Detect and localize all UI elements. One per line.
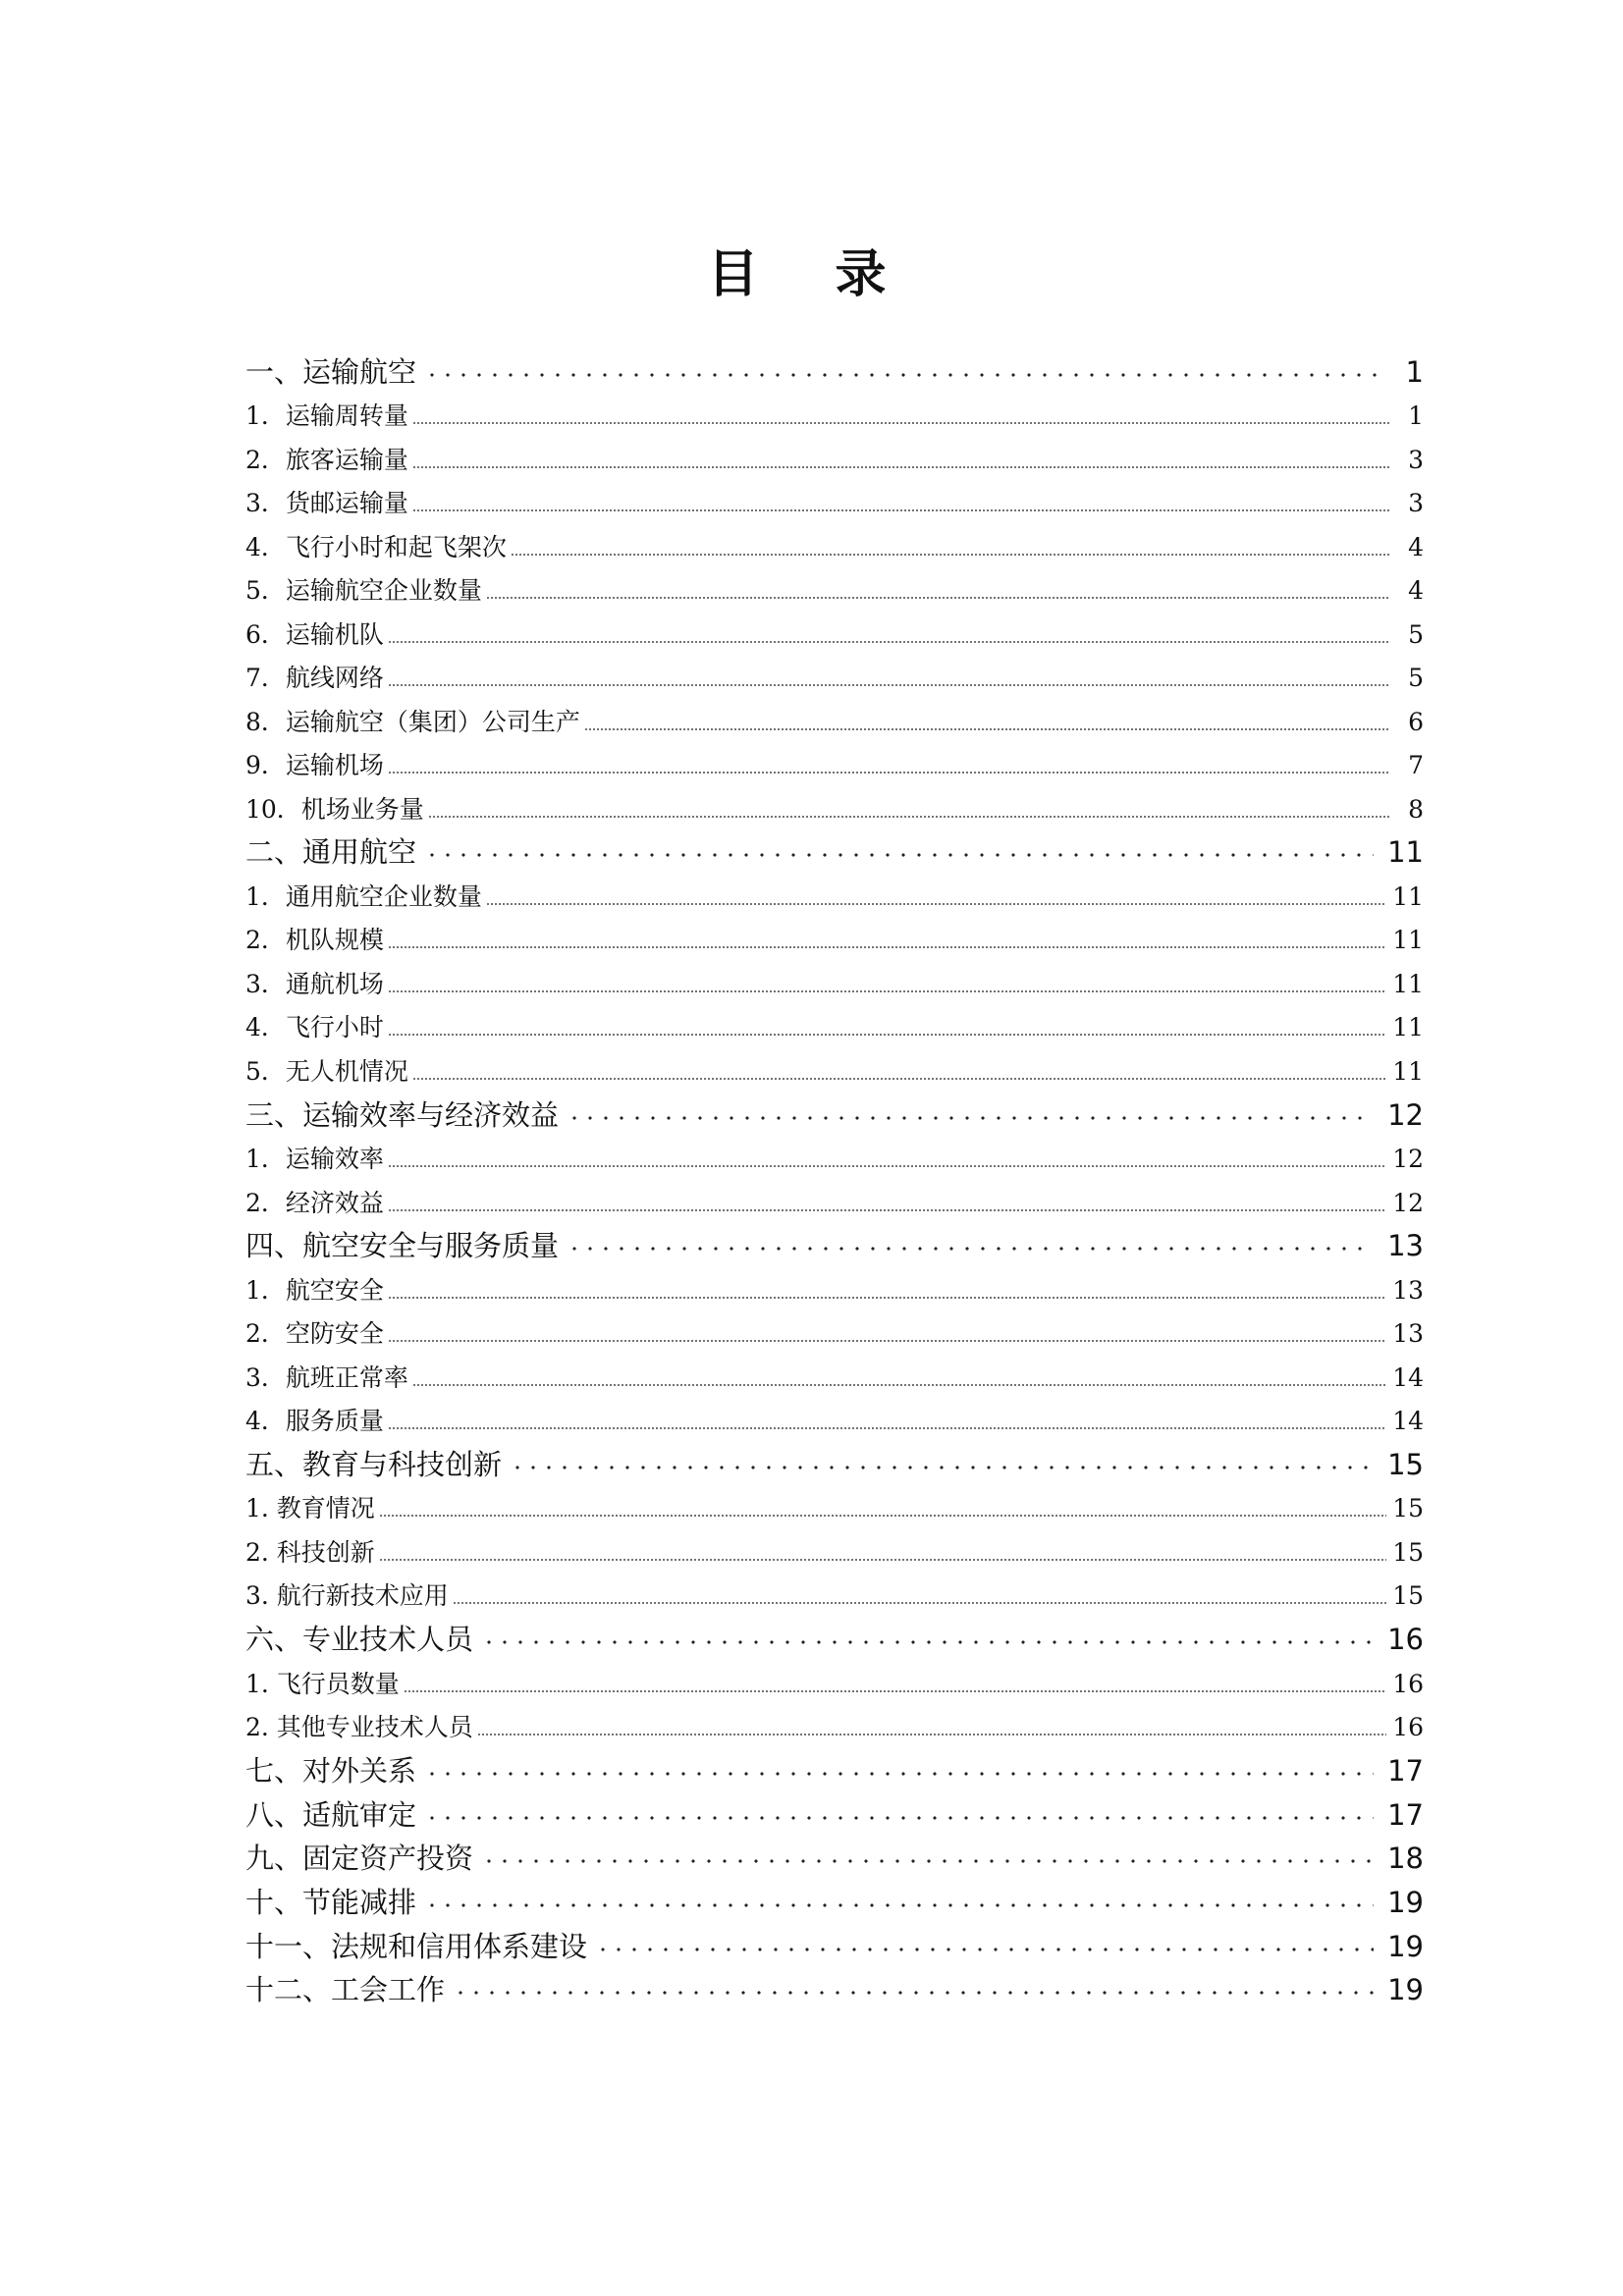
toc-entry-title: 4．飞行小时 bbox=[245, 1013, 384, 1042]
toc-entry-title: 2. 其他专业技术人员 bbox=[245, 1713, 473, 1742]
toc-entry-title: 6．运输机队 bbox=[245, 619, 384, 649]
toc-dot-leader bbox=[388, 684, 1390, 686]
toc-section-entry[interactable] bbox=[245, 1924, 1424, 1968]
toc-page-number: 11 bbox=[1392, 926, 1424, 955]
toc-dot-leader bbox=[412, 509, 1390, 511]
toc-page-number: 14 bbox=[1392, 1407, 1424, 1436]
toc-subsection-entry[interactable] bbox=[245, 1705, 1424, 1749]
page-title: 目 录 bbox=[707, 244, 916, 304]
toc-page-number: 11 bbox=[1392, 1013, 1424, 1042]
toc-page-number: 17 bbox=[1387, 1797, 1424, 1832]
toc-dot-leader bbox=[584, 728, 1390, 730]
toc-entry-title: 10．机场业务量 bbox=[245, 794, 424, 824]
toc-entry-title: 1．运输效率 bbox=[245, 1145, 384, 1174]
toc-dot-leader bbox=[510, 1466, 1374, 1472]
toc-entry-title: 三、运输效率与经济效益 bbox=[245, 1097, 560, 1132]
toc-section-entry[interactable] bbox=[245, 1880, 1424, 1924]
toc-section-entry[interactable] bbox=[245, 1093, 1424, 1137]
toc-dot-leader bbox=[424, 1772, 1374, 1779]
toc-page-number: 1 bbox=[1405, 354, 1424, 389]
toc-entry-title: 九、固定资产投资 bbox=[245, 1842, 474, 1876]
toc-subsection-entry[interactable] bbox=[245, 656, 1424, 700]
toc-dot-leader bbox=[412, 466, 1390, 468]
toc-page-number: 13 bbox=[1387, 1229, 1424, 1263]
toc-dot-leader bbox=[388, 1165, 1386, 1167]
toc-dot-leader bbox=[412, 422, 1390, 424]
toc-entry-title: 十二、工会工作 bbox=[245, 1973, 446, 2007]
toc-dot-leader bbox=[388, 641, 1390, 643]
toc-page-number: 3 bbox=[1408, 489, 1424, 518]
toc-page-number: 12 bbox=[1387, 1097, 1424, 1132]
toc-subsection-entry[interactable] bbox=[245, 1486, 1424, 1530]
toc-subsection-entry[interactable] bbox=[245, 524, 1424, 568]
toc-subsection-entry[interactable] bbox=[245, 786, 1424, 830]
toc-page-number: 15 bbox=[1392, 1494, 1424, 1523]
toc-subsection-entry[interactable] bbox=[245, 1005, 1424, 1049]
toc-dot-leader bbox=[453, 1602, 1386, 1604]
toc-entry-title: 八、适航审定 bbox=[245, 1797, 417, 1832]
toc-section-entry[interactable] bbox=[245, 1968, 1424, 2012]
toc-entry-title: 2．机队规模 bbox=[245, 926, 384, 955]
toc-page-number: 12 bbox=[1392, 1145, 1424, 1174]
toc-page-number: 19 bbox=[1387, 1973, 1424, 2007]
toc-page-number: 12 bbox=[1392, 1188, 1424, 1217]
toc-dot-leader bbox=[486, 597, 1390, 599]
toc-entry-title: 2．旅客运输量 bbox=[245, 445, 408, 474]
toc-section-entry[interactable] bbox=[245, 1748, 1424, 1792]
toc-dot-leader bbox=[481, 1640, 1374, 1647]
toc-section-entry[interactable] bbox=[245, 830, 1424, 875]
toc-dot-leader bbox=[424, 1903, 1374, 1910]
toc-dot-leader bbox=[379, 1515, 1386, 1517]
toc-page-number: 8 bbox=[1408, 794, 1424, 824]
toc-page-number: 16 bbox=[1392, 1669, 1424, 1698]
toc-page-number: 15 bbox=[1387, 1447, 1424, 1481]
toc-entry-title: 一、运输航空 bbox=[245, 354, 417, 389]
toc-dot-leader bbox=[388, 1034, 1386, 1036]
toc-entry-title: 七、对外关系 bbox=[245, 1753, 417, 1788]
toc-page-number: 6 bbox=[1408, 707, 1424, 736]
toc-dot-leader bbox=[424, 1816, 1374, 1823]
toc-page-number: 17 bbox=[1387, 1753, 1424, 1788]
toc-dot-leader bbox=[486, 903, 1386, 905]
toc-dot-leader bbox=[567, 1247, 1374, 1254]
toc-entry-title: 二、通用航空 bbox=[245, 835, 417, 870]
toc-page-number: 11 bbox=[1392, 881, 1424, 911]
toc-subsection-entry[interactable] bbox=[245, 437, 1424, 481]
toc-entry-title: 1. 教育情况 bbox=[245, 1494, 375, 1523]
toc-subsection-entry[interactable] bbox=[245, 961, 1424, 1005]
toc-entry-title: 四、航空安全与服务质量 bbox=[245, 1229, 560, 1263]
toc-page-number: 4 bbox=[1408, 576, 1424, 606]
toc-page-number: 13 bbox=[1392, 1275, 1424, 1305]
table-of-contents bbox=[245, 349, 1424, 2011]
toc-entry-title: 五、教育与科技创新 bbox=[245, 1447, 503, 1481]
toc-section-entry[interactable] bbox=[245, 1617, 1424, 1661]
toc-section-entry[interactable] bbox=[245, 1837, 1424, 1881]
toc-page-number: 11 bbox=[1387, 835, 1424, 870]
toc-subsection-entry[interactable] bbox=[245, 1048, 1424, 1093]
toc-dot-leader bbox=[388, 990, 1386, 992]
toc-subsection-entry[interactable] bbox=[245, 743, 1424, 787]
toc-dot-leader bbox=[388, 1340, 1386, 1342]
toc-dot-leader bbox=[595, 1948, 1374, 1954]
toc-dot-leader bbox=[453, 1991, 1374, 1998]
toc-entry-title: 8．运输航空（集团）公司生产 bbox=[245, 707, 580, 736]
toc-entry-title: 十、节能减排 bbox=[245, 1885, 417, 1919]
toc-page-number: 11 bbox=[1392, 1056, 1424, 1086]
toc-subsection-entry[interactable] bbox=[245, 918, 1424, 962]
toc-entry-title: 1. 飞行员数量 bbox=[245, 1669, 400, 1698]
toc-page-number: 4 bbox=[1408, 532, 1424, 561]
toc-dot-leader bbox=[477, 1734, 1386, 1735]
toc-page-number: 15 bbox=[1392, 1537, 1424, 1567]
toc-page-number: 14 bbox=[1392, 1362, 1424, 1392]
toc-page-number: 15 bbox=[1392, 1581, 1424, 1611]
toc-dot-leader bbox=[404, 1690, 1386, 1692]
toc-entry-title: 1．运输周转量 bbox=[245, 401, 408, 431]
toc-page-number: 3 bbox=[1408, 445, 1424, 474]
toc-entry-title: 2．经济效益 bbox=[245, 1188, 384, 1217]
toc-subsection-entry[interactable] bbox=[245, 1137, 1424, 1181]
toc-subsection-entry[interactable] bbox=[245, 1529, 1424, 1574]
toc-dot-leader bbox=[424, 373, 1382, 380]
toc-dot-leader bbox=[567, 1116, 1374, 1123]
toc-dot-leader bbox=[388, 772, 1390, 774]
toc-subsection-entry[interactable] bbox=[245, 1574, 1424, 1618]
toc-subsection-entry[interactable] bbox=[245, 568, 1424, 613]
toc-page-number: 13 bbox=[1392, 1319, 1424, 1349]
toc-dot-leader bbox=[388, 946, 1386, 948]
toc-entry-title: 1．通用航空企业数量 bbox=[245, 881, 482, 911]
toc-page-number: 1 bbox=[1408, 401, 1424, 431]
toc-page-number: 19 bbox=[1387, 1885, 1424, 1919]
toc-dot-leader bbox=[388, 1297, 1386, 1299]
toc-subsection-entry[interactable] bbox=[245, 394, 1424, 438]
toc-entry-title: 3. 航行新技术应用 bbox=[245, 1581, 449, 1611]
toc-entry-title: 4．飞行小时和起飞架次 bbox=[245, 532, 507, 561]
toc-dot-leader bbox=[481, 1859, 1374, 1866]
toc-page-number: 7 bbox=[1408, 751, 1424, 780]
toc-subsection-entry[interactable] bbox=[245, 699, 1424, 743]
toc-page-number: 16 bbox=[1387, 1623, 1424, 1657]
toc-subsection-entry[interactable] bbox=[245, 1399, 1424, 1443]
toc-dot-leader bbox=[388, 1209, 1386, 1211]
toc-section-entry[interactable] bbox=[245, 1792, 1424, 1837]
toc-entry-title: 5．运输航空企业数量 bbox=[245, 576, 482, 606]
toc-dot-leader bbox=[428, 816, 1390, 818]
toc-dot-leader bbox=[388, 1427, 1386, 1429]
toc-dot-leader bbox=[424, 853, 1374, 860]
toc-section-entry[interactable] bbox=[245, 1442, 1424, 1486]
toc-dot-leader bbox=[511, 554, 1390, 556]
toc-entry-title: 2．空防安全 bbox=[245, 1319, 384, 1349]
toc-entry-title: 4．服务质量 bbox=[245, 1407, 384, 1436]
toc-page-number: 5 bbox=[1408, 664, 1424, 693]
toc-entry-title: 3．通航机场 bbox=[245, 969, 384, 998]
toc-section-entry[interactable] bbox=[245, 349, 1424, 394]
toc-subsection-entry[interactable] bbox=[245, 874, 1424, 918]
toc-entry-title: 3．货邮运输量 bbox=[245, 489, 408, 518]
toc-entry-title: 1．航空安全 bbox=[245, 1275, 384, 1305]
toc-entry-title: 3．航班正常率 bbox=[245, 1362, 408, 1392]
toc-dot-leader bbox=[412, 1078, 1386, 1080]
toc-subsection-entry[interactable] bbox=[245, 612, 1424, 656]
toc-subsection-entry[interactable] bbox=[245, 1180, 1424, 1224]
toc-dot-leader bbox=[412, 1384, 1386, 1386]
toc-subsection-entry[interactable] bbox=[245, 1661, 1424, 1705]
toc-entry-title: 十一、法规和信用体系建设 bbox=[245, 1929, 588, 1963]
toc-page-number: 11 bbox=[1392, 969, 1424, 998]
toc-entry-title: 5．无人机情况 bbox=[245, 1056, 408, 1086]
toc-page-number: 18 bbox=[1387, 1842, 1424, 1876]
toc-entry-title: 9．运输机场 bbox=[245, 751, 384, 780]
toc-dot-leader bbox=[379, 1559, 1386, 1561]
toc-entry-title: 7．航线网络 bbox=[245, 664, 384, 693]
toc-subsection-entry[interactable] bbox=[245, 1311, 1424, 1356]
toc-entry-title: 2. 科技创新 bbox=[245, 1537, 375, 1567]
toc-section-entry[interactable] bbox=[245, 1224, 1424, 1268]
toc-subsection-entry[interactable] bbox=[245, 1267, 1424, 1311]
toc-page-number: 16 bbox=[1392, 1713, 1424, 1742]
toc-subsection-entry[interactable] bbox=[245, 481, 1424, 525]
toc-subsection-entry[interactable] bbox=[245, 1355, 1424, 1399]
toc-page-number: 5 bbox=[1408, 619, 1424, 649]
toc-page-number: 19 bbox=[1387, 1929, 1424, 1963]
toc-entry-title: 六、专业技术人员 bbox=[245, 1623, 474, 1657]
